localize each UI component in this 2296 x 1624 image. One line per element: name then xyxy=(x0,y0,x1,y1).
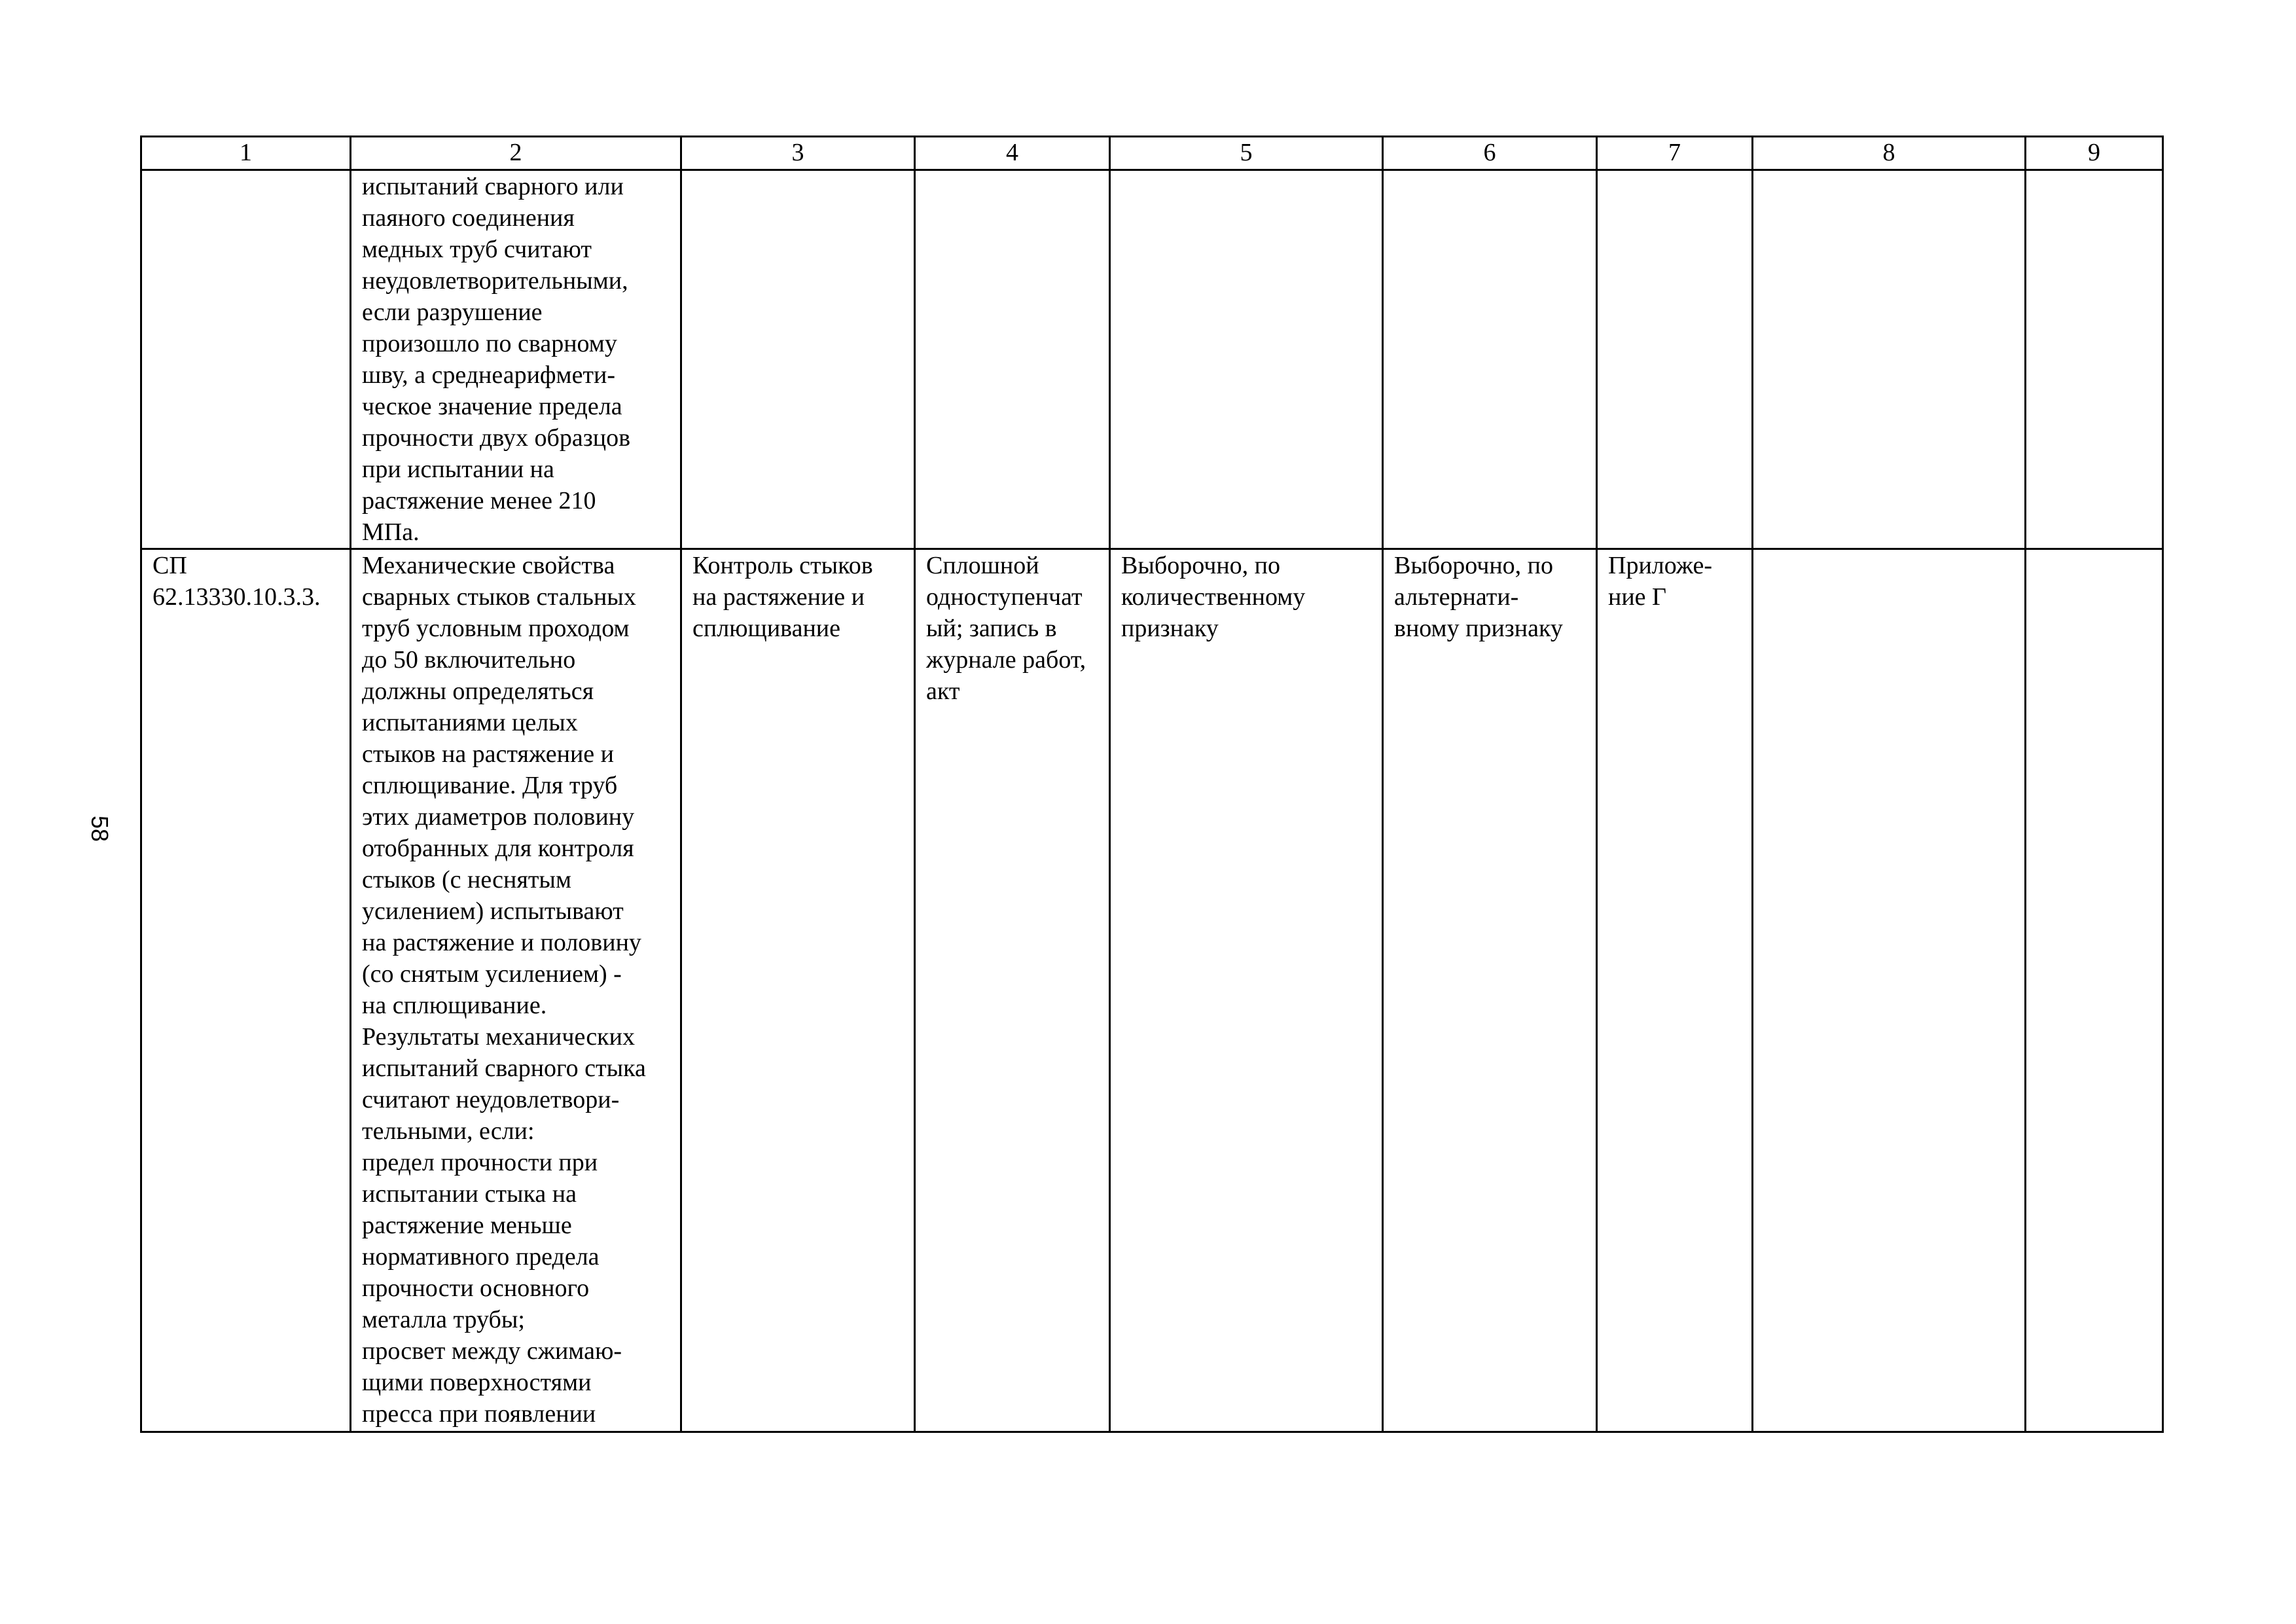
table-cell-control-type: Контроль стыков на растяжение и сплющивание xyxy=(681,549,915,1432)
column-header: 4 xyxy=(915,137,1110,170)
table-cell-control-type xyxy=(681,170,915,549)
column-header: 8 xyxy=(1753,137,2026,170)
table-cell-reference xyxy=(141,170,351,549)
inspection-table xyxy=(140,135,2164,1433)
table-cell-control-method xyxy=(915,170,1110,549)
table-cell-requirement: Механические свойства сварных стыков стальных труб условным проходом до 50 включительно должны определяться испытаниями целых стыков на растяжение и сплющивание. Для труб этих диаметров половину отобранных для контроля стыков (с неснятым усилением) испытывают на растяжение и половину (со снятым усилением) - на сплющивание. Результаты механических испытаний сварного стыка считают неудовлетвори- тельными, если: предел прочности при испытании стыка на растяжение меньше нормативного предела прочности основного металла трубы; просвет между сжимаю- щими поверхностями пресса при появлении xyxy=(351,549,681,1432)
column-header: 9 xyxy=(2026,137,2163,170)
table-cell-col6: Выборочно, по альтернати- вному признаку xyxy=(1383,549,1597,1432)
table-cell-col7: Приложе- ние Г xyxy=(1597,549,1753,1432)
table-row xyxy=(141,549,2163,1432)
table-cell-col9 xyxy=(2026,170,2163,549)
column-header: 7 xyxy=(1597,137,1753,170)
column-header: 1 xyxy=(141,137,351,170)
table-row xyxy=(141,170,2163,549)
table-cell-col6 xyxy=(1383,170,1597,549)
table-cell-col5: Выборочно, по количественному признаку xyxy=(1110,549,1383,1432)
table-header-row xyxy=(141,137,2163,170)
table-cell-requirement: испытаний сварного или паяного соединения медных труб считают неудовлетворительными, если разрушение произошло по сварному шву, а среднеарифмети- ческое значение предела прочности двух образцов при испытании на растяжение менее 210 МПа. xyxy=(351,170,681,549)
page-number: 58 xyxy=(86,815,114,842)
table-cell-control-method: Сплошной одноступенчат ый; запись в журнале работ, акт xyxy=(915,549,1110,1432)
column-header: 2 xyxy=(351,137,681,170)
column-header: 5 xyxy=(1110,137,1383,170)
column-header: 3 xyxy=(681,137,915,170)
column-header: 6 xyxy=(1383,137,1597,170)
table-cell-col5 xyxy=(1110,170,1383,549)
table-cell-col8 xyxy=(1753,549,2026,1432)
table-cell-col8 xyxy=(1753,170,2026,549)
table-cell-reference: СП 62.13330.10.3.3. xyxy=(141,549,351,1432)
table-cell-col7 xyxy=(1597,170,1753,549)
table-cell-col9 xyxy=(2026,549,2163,1432)
